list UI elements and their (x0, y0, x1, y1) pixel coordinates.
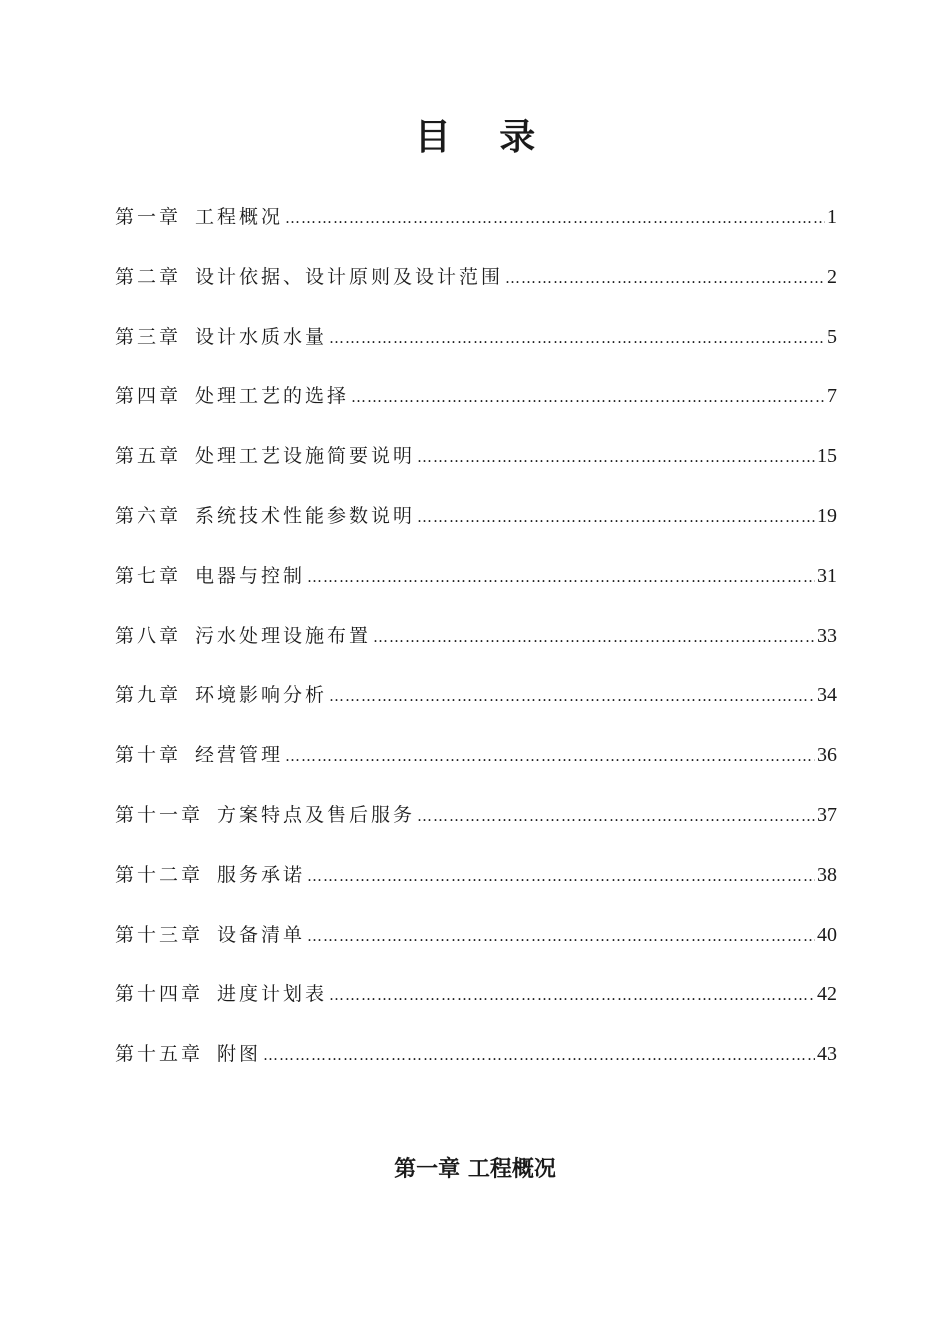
toc-chapter-title: 服务承诺 (217, 863, 306, 886)
toc-entry[interactable] (115, 197, 837, 257)
toc-page-number: 34 (817, 684, 837, 707)
toc-chapter-title: 设计水质水量 (195, 325, 328, 348)
toc-chapter-number: 第七章 (115, 564, 182, 587)
toc-page-number: 1 (827, 206, 837, 228)
toc-chapter-number: 第十三章 (115, 923, 204, 946)
toc-page-number: 15 (817, 445, 837, 468)
toc-entry[interactable] (115, 1034, 837, 1094)
toc-chapter-number: 第十一章 (115, 803, 204, 826)
toc-chapter-title: 工程概况 (195, 206, 284, 228)
toc-chapter-number: 第六章 (115, 504, 182, 527)
toc-dot-leader (263, 1035, 815, 1075)
toc-page-number: 38 (817, 863, 837, 886)
toc-entry[interactable] (115, 556, 837, 616)
toc-chapter-title: 经营管理 (195, 744, 284, 767)
toc-dot-leader (417, 437, 815, 477)
toc-chapter-title: 设计依据、设计原则及设计范围 (195, 265, 504, 288)
toc-chapter-number: 第十二章 (115, 863, 204, 886)
toc-chapter-title: 方案特点及售后服务 (217, 803, 416, 826)
toc-dot-leader (373, 617, 815, 657)
toc-page-number: 40 (817, 923, 837, 946)
toc-page-number: 31 (817, 564, 837, 587)
toc-entry[interactable] (115, 974, 837, 1034)
toc-page-number: 33 (817, 624, 837, 647)
toc-page-number: 19 (817, 504, 837, 527)
toc-chapter-number: 第十四章 (115, 983, 204, 1006)
toc-chapter-number: 第九章 (115, 684, 182, 707)
toc-entry[interactable] (115, 436, 837, 496)
toc-title: 目 录 (414, 117, 554, 158)
toc-dot-leader (307, 916, 815, 956)
toc-chapter-title: 附图 (217, 1043, 262, 1066)
toc-chapter-title: 处理工艺设施简要说明 (195, 445, 416, 468)
toc-chapter-title: 污水处理设施布置 (195, 624, 372, 647)
toc-entry[interactable] (115, 317, 837, 377)
chapter-heading: 第一章 工程概况 (394, 1157, 556, 1182)
toc-chapter-number: 第五章 (115, 445, 182, 468)
toc-dot-leader (505, 258, 825, 298)
toc-chapter-number: 第十五章 (115, 1043, 204, 1066)
toc-page-number: 42 (817, 983, 837, 1006)
toc-dot-leader (285, 736, 815, 776)
toc-entry[interactable] (115, 257, 837, 317)
toc-chapter-number: 第十章 (115, 744, 182, 767)
toc-dot-leader (329, 676, 815, 716)
toc-page-number: 2 (827, 265, 837, 288)
toc-chapter-number: 第三章 (115, 325, 182, 348)
toc-entry[interactable] (115, 496, 837, 556)
toc-entry[interactable] (115, 376, 837, 436)
toc-chapter-number: 第八章 (115, 624, 182, 647)
toc-chapter-number: 第四章 (115, 385, 182, 408)
toc-chapter-title: 处理工艺的选择 (195, 385, 350, 408)
toc-dot-leader (329, 975, 815, 1015)
toc-chapter-title: 进度计划表 (217, 983, 328, 1006)
toc-page-number: 7 (827, 385, 837, 408)
toc-dot-leader (351, 377, 825, 417)
toc-entry[interactable] (115, 616, 837, 676)
toc-dot-leader (307, 856, 815, 896)
toc-chapter-number: 第二章 (115, 265, 182, 288)
toc-chapter-title: 电器与控制 (195, 564, 306, 587)
toc-entry[interactable] (115, 675, 837, 735)
toc-dot-leader (285, 198, 825, 238)
toc-entry[interactable] (115, 735, 837, 795)
toc-dot-leader (417, 497, 815, 537)
toc-page-number: 36 (817, 744, 837, 767)
toc-dot-leader (417, 796, 815, 836)
toc-page-number: 5 (827, 325, 837, 348)
toc-chapter-title: 设备清单 (217, 923, 306, 946)
toc-entry[interactable] (115, 915, 837, 975)
toc-page-number: 37 (817, 803, 837, 826)
toc-chapter-title: 系统技术性能参数说明 (195, 504, 416, 527)
toc-list (115, 197, 837, 1094)
toc-chapter-number: 第一章 (115, 206, 182, 228)
toc-dot-leader (307, 557, 815, 597)
toc-chapter-title: 环境影响分析 (195, 684, 328, 707)
toc-dot-leader (329, 318, 825, 358)
toc-entry[interactable] (115, 795, 837, 855)
toc-page-number: 43 (817, 1043, 837, 1066)
toc-entry[interactable] (115, 855, 837, 915)
